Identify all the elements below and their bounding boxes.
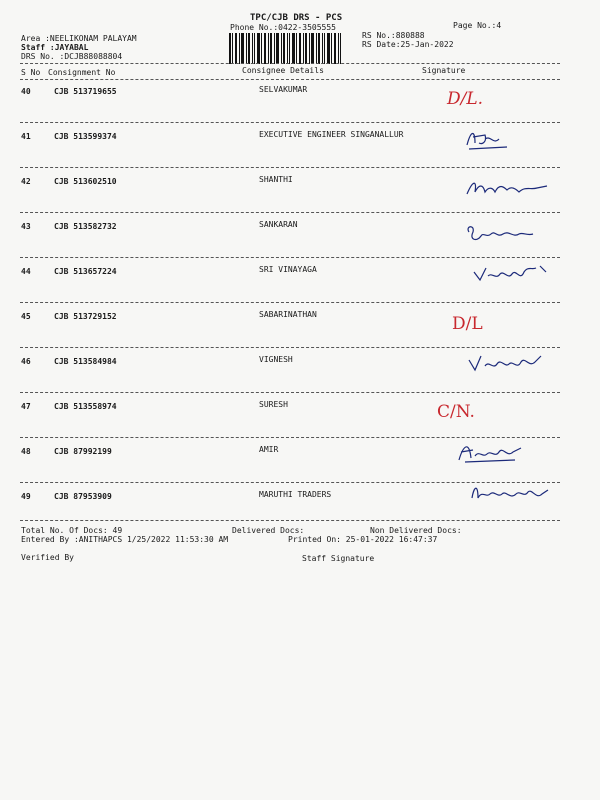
row-consignee: AMIR [259,445,279,454]
phone-number: Phone No.:0422-3505555 [230,23,336,32]
column-header-consignment: Consignment No [48,68,116,77]
header-divider-bottom [20,79,560,80]
row-sno: 48 [21,447,31,456]
row-divider [20,302,560,303]
printed-on: Printed On: 25-01-2022 16:47:37 [288,535,438,544]
area-label: Area :NEELIKONAM PALAYAM [21,34,137,43]
row-sno: 49 [21,492,31,501]
row-consignment-no: CJB 513582732 [54,222,117,231]
column-header-consignee: Consignee Details [242,66,324,75]
signature-row-41 [463,125,513,153]
row-consignee: SHANTHI [259,175,293,184]
rs-date: RS Date:25-Jan-2022 [362,40,454,49]
row-sno: 44 [21,267,31,276]
row-divider [20,212,560,213]
row-consignee: VIGNESH [259,355,293,364]
signature-row-47 [435,398,495,423]
signature-row-44 [470,258,555,288]
column-header-sno: S No [21,68,41,77]
row-consignment-no: CJB 87992199 [54,447,112,456]
signature-row-40 [445,85,505,110]
column-header-signature: Signature [422,66,466,75]
barcode [229,33,341,64]
signature-text-row-45: D/L [452,314,483,334]
row-consignment-no: CJB 513584984 [54,357,117,366]
row-consignment-no: CJB 513719655 [54,87,117,96]
row-sno: 47 [21,402,31,411]
row-sno: 43 [21,222,31,231]
signature-text-row-47: C/N. [437,402,475,422]
signature-row-46 [465,348,545,378]
page-number: Page No.:4 [453,21,502,30]
row-divider [20,167,560,168]
row-consignee: MARUTHI TRADERS [259,490,332,499]
row-sno: 41 [21,132,31,141]
row-consignee: SELVAKUMAR [259,85,308,94]
row-consignee: EXECUTIVE ENGINEER SINGANALLUR [259,130,404,139]
footer-divider [20,520,560,521]
row-consignee: SRI VINAYAGA [259,265,317,274]
row-sno: 45 [21,312,31,321]
drs-number: DRS No. :DCJB88088804 [21,52,123,61]
row-consignment-no: CJB 87953909 [54,492,112,501]
staff-signature: Staff Signature [302,554,375,563]
non-delivered-docs: Non Delivered Docs: [370,526,462,535]
row-sno: 46 [21,357,31,366]
row-sno: 40 [21,87,31,96]
row-consignment-no: CJB 513599374 [54,132,117,141]
signature-row-43 [463,218,538,248]
rs-number: RS No.:880888 [362,31,425,40]
verified-by: Verified By [21,553,74,562]
entered-by: Entered By :ANITHAPCS 1/25/2022 11:53:30 AM [21,535,229,544]
row-divider [20,122,560,123]
total-docs: Total No. Of Docs: 49 [21,526,123,535]
signature-row-42 [463,172,553,202]
row-consignment-no: CJB 513729152 [54,312,117,321]
delivered-docs: Delivered Docs: [232,526,305,535]
header-divider-top [20,63,560,64]
row-consignee: SANKARAN [259,220,298,229]
signature-row-49 [468,478,553,508]
row-divider [20,392,560,393]
row-consignee: SURESH [259,400,288,409]
document-title: TPC/CJB DRS - PCS [250,13,343,23]
row-consignment-no: CJB 513558974 [54,402,117,411]
row-consignment-no: CJB 513602510 [54,177,117,186]
row-consignment-no: CJB 513657224 [54,267,117,276]
row-sno: 42 [21,177,31,186]
signature-row-48 [455,436,530,466]
signature-text-row-40: D/L. [447,89,484,109]
row-consignee: SABARINATHAN [259,310,317,319]
signature-row-45 [450,310,500,335]
staff-label: Staff :JAYABAL [21,43,89,52]
